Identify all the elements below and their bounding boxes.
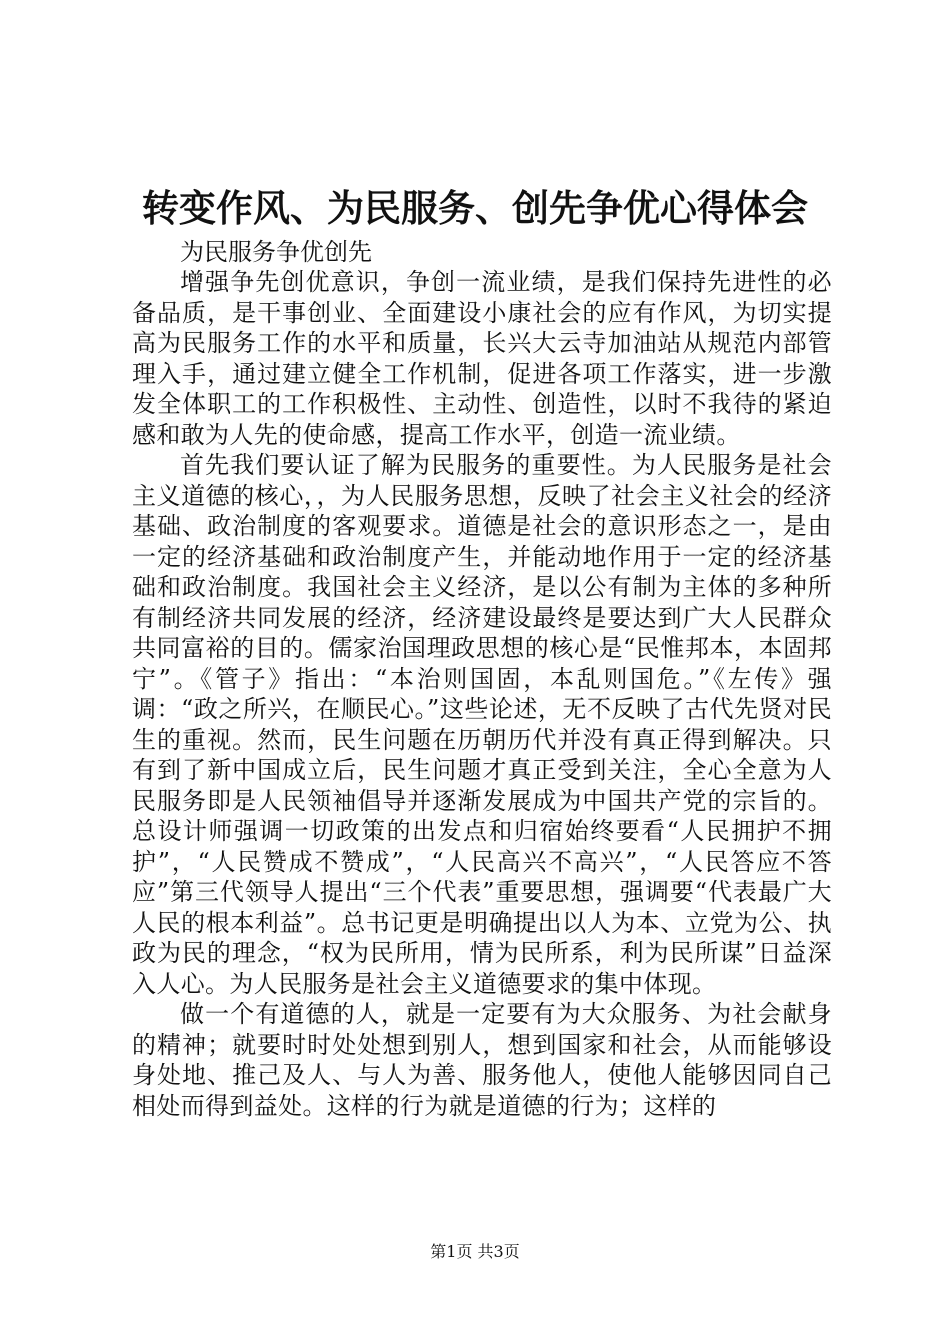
document-subtitle: 为民服务争优创先 bbox=[180, 238, 372, 266]
paragraph-2: 首先我们要认证了解为民服务的重要性。为人民服务是社会主义道德的核心，，为人民服务思想，反映了社会主义社会的经济基础、政治制度的客观要求。道德是社会的意识形态之一，是由一定的经济基础和政治制度产生，并能动地作用于一定的经济基础和政治制度。我国社会主义经济，是以公有制为主体的多种所有制经济共同发展的经济，经济建设最终是要达到广大人民群众共同富裕的目的。儒家治国理政思想的核心是“民惟邦本，本固邦宁”。《管子》指出：“本治则国固，本乱则国危。”《左传》强调：“政之所兴，在顺民心。”这些论述，无不反映了古代先贤对民生的重视。然而，民生问题在历朝历代并没有真正得到解决。只有到了新中国成立后，民生问题才真正受到关注，全心全意为人民服务即是人民领袖倡导并逐渐发展成为中国共产党的宗旨的。总设计师强调一切政策的出发点和归宿始终要看“人民拥护不拥护”，“人民赞成不赞成”，“人民高兴不高兴”，“人民答应不答应”第三代领导人提出“三个代表”重要思想，强调要“代表最广大人民的根本利益”。总书记更是明确提出以人为本、立党为公、执政为民的理念，“权为民所用，情为民所系，利为民所谋”日益深入人心。为人民服务是社会主义道德要求的集中体现。 bbox=[132, 451, 832, 998]
page-footer: 第1页 共3页 bbox=[430, 1242, 520, 1261]
document-body bbox=[132, 237, 832, 1121]
paragraph-1: 增强争先创优意识，争创一流业绩，是我们保持先进性的必备品质，是干事创业、全面建设小康社会的应有作风，为切实提高为民服务工作的水平和质量，长兴大云寺加油站从规范内部管理入手，通过建立健全工作机制，促进各项工作落实，进一步激发全体职工的工作积极性、主动性、创造性，以时不我待的紧迫感和敢为人先的使命感，提高工作水平，创造一流业绩。 bbox=[132, 268, 832, 449]
paragraph-3: 做一个有道德的人，就是一定要有为大众服务、为社会献身的精神；就要时时处处想到别人，想到国家和社会，从而能够设身处地、推己及人、与人为善、服务他人，使他人能够因同自己相处而得到益处。这样的行为就是道德的行为；这样的 bbox=[132, 1000, 832, 1120]
document-title: 转变作风、为民服务、创先争优心得体会 bbox=[142, 186, 808, 230]
